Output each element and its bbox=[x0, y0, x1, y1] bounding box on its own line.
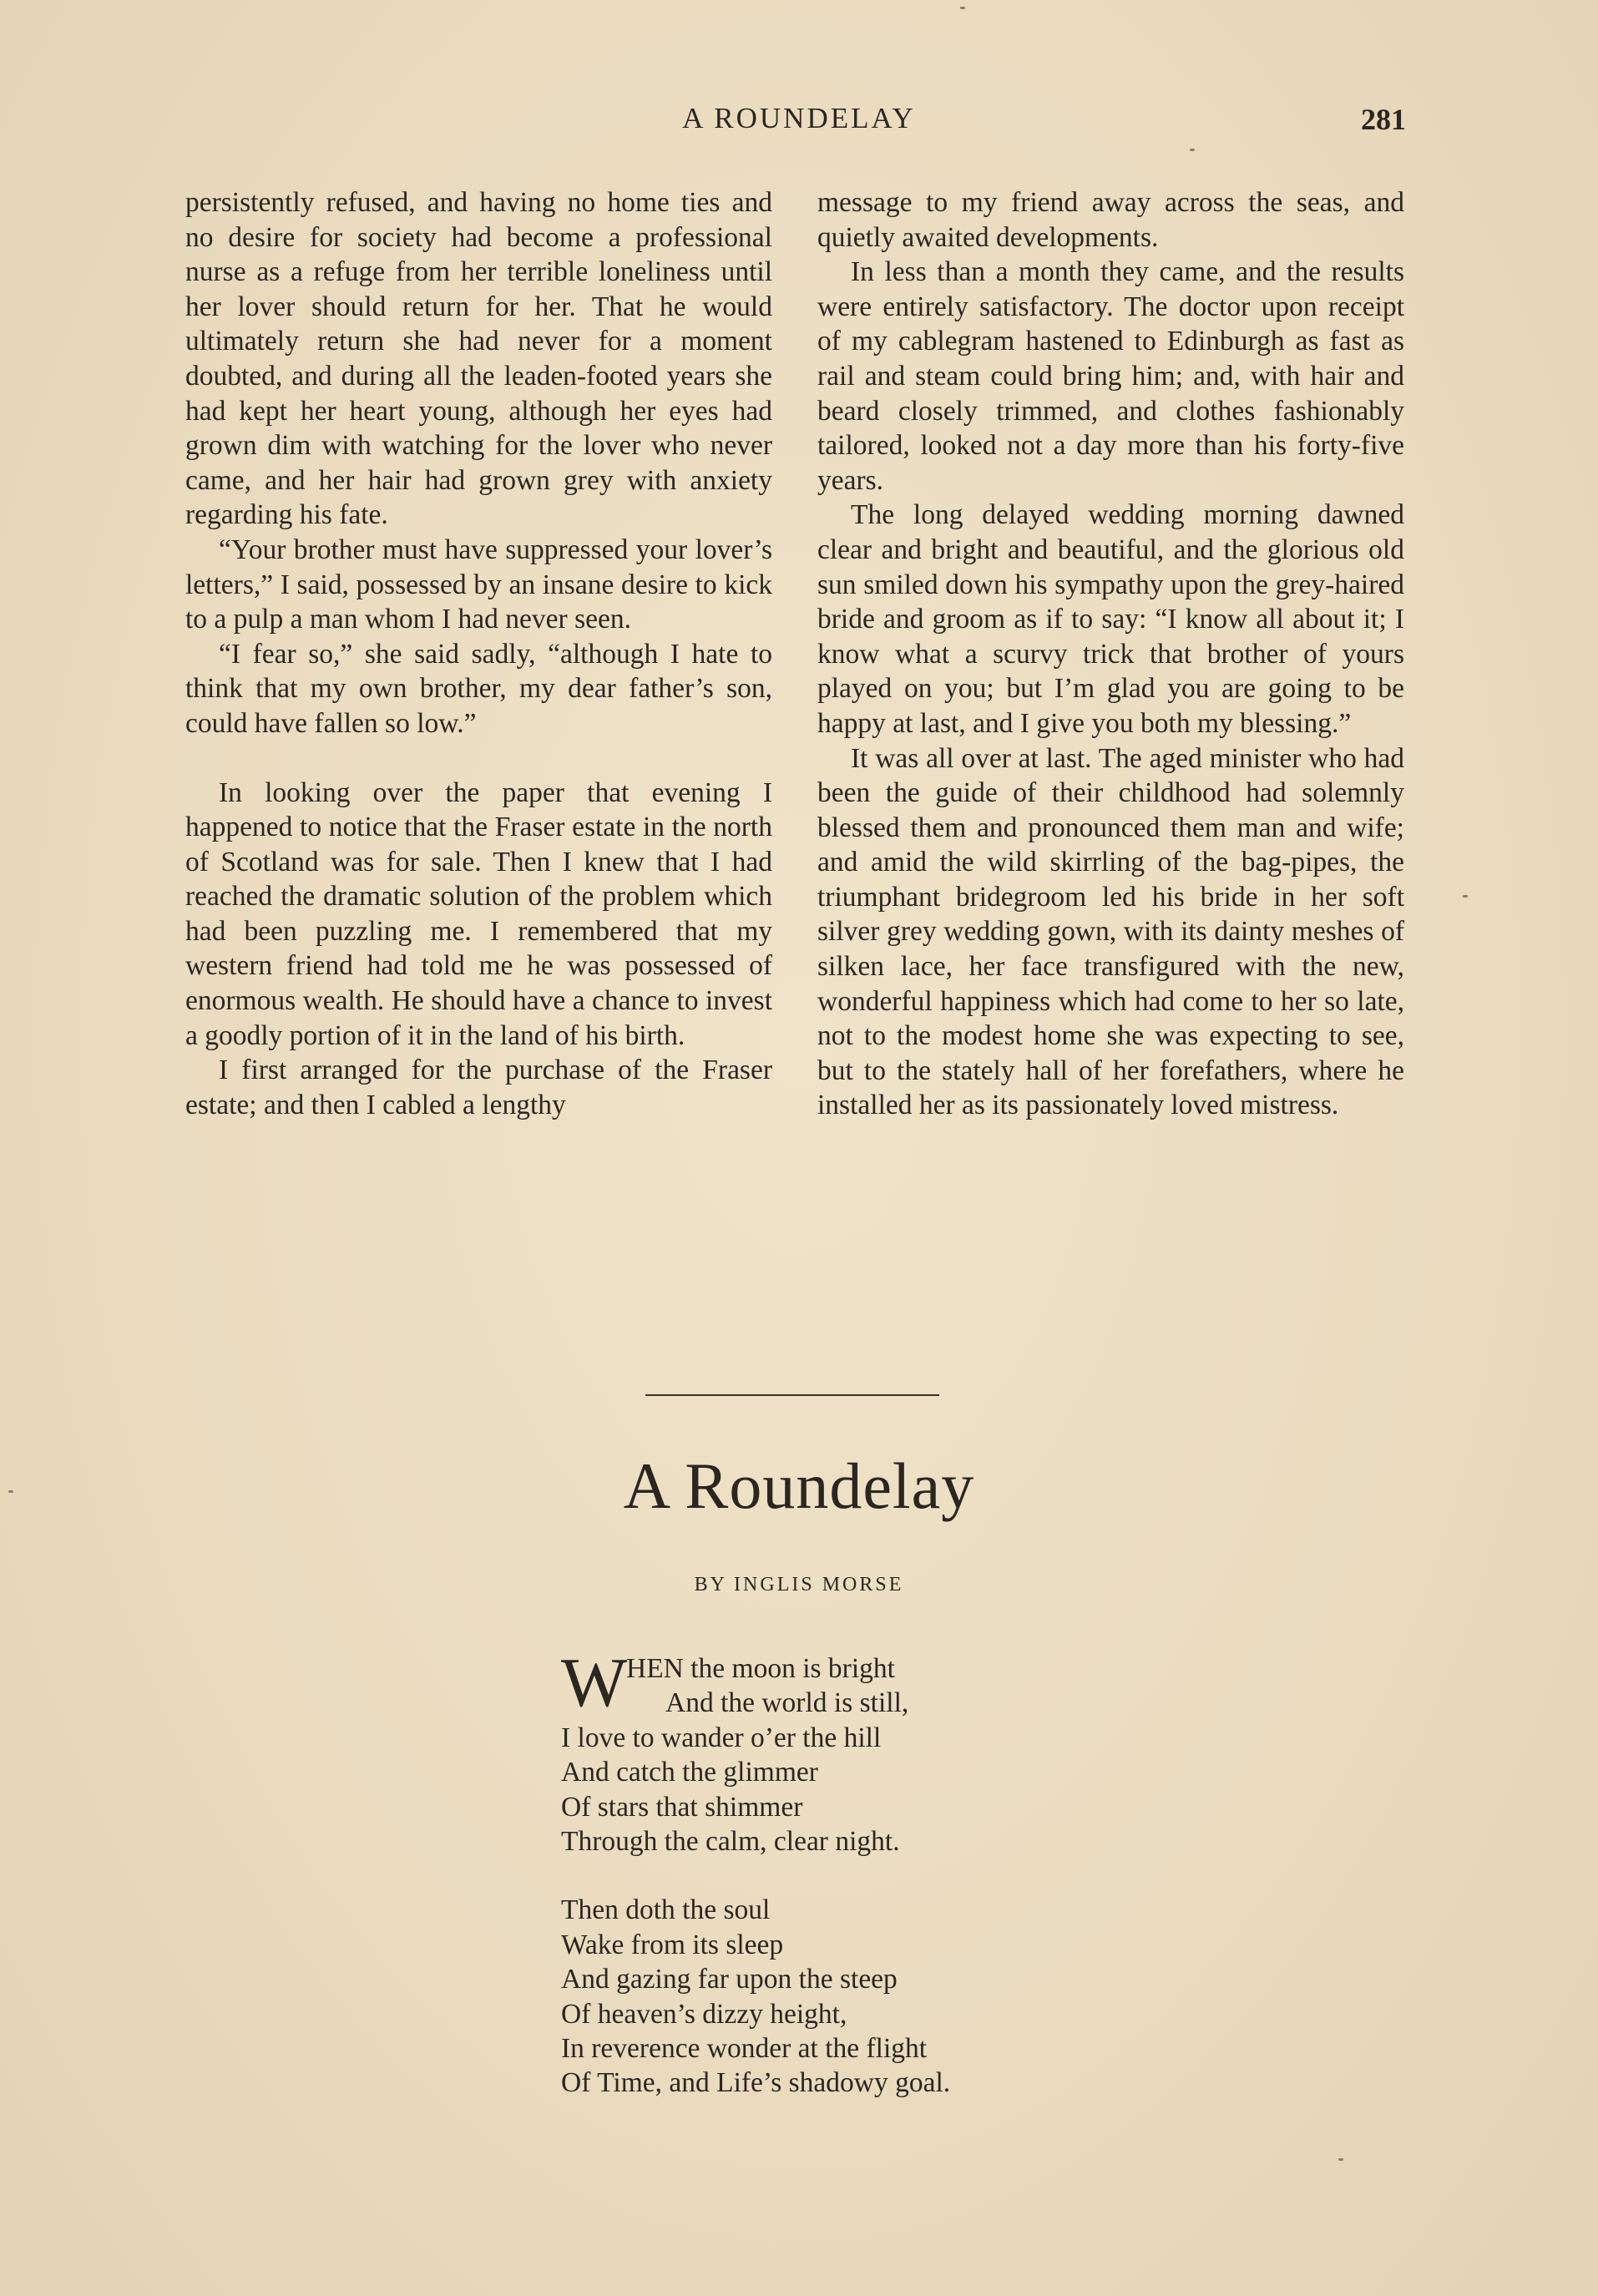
poem-line: Through the calm, clear night. bbox=[561, 1826, 900, 1858]
paper-speck bbox=[1338, 2158, 1343, 2161]
poem-line: In reverence wonder at the flight bbox=[561, 2033, 928, 2065]
paragraph: In less than a month they came, and the results were entirely satisfactory. The doctor upon receipt of my cablegram hastened to Edinburgh as fast as rail and steam could bring him; and, with hair and beard closely trimmed, and clothes fashionably tailored, looked not a day more than his forty-five years. bbox=[817, 256, 1404, 496]
right-column bbox=[817, 185, 1404, 1123]
paragraph: In looking over the paper that evening I happened to notice that the Fraser estate in the north of Scotland was for sale. Then I knew that I had reached the dramatic solution of the problem which had been puzzling me. I remembered that my western friend had told me he was possessed of enormous wealth. He should have a chance to invest a goodly portion of it in the land of his birth. bbox=[185, 776, 772, 1051]
drop-cap: W bbox=[561, 1644, 628, 1722]
poem-byline: BY INGLIS MORSE bbox=[694, 1574, 904, 1596]
poem-body bbox=[561, 1644, 1145, 2135]
paragraph: I first arranged for the purchase of the Fraser estate; and then I cabled a lengthy bbox=[185, 1054, 772, 1120]
paper-speck bbox=[1463, 895, 1468, 898]
running-title: A ROUNDELAY bbox=[682, 102, 916, 134]
paragraph: message to my friend away across the seas, and quietly awaited developments. bbox=[817, 187, 1404, 253]
poem-line: Of stars that shimmer bbox=[561, 1791, 803, 1823]
paragraph: “Your brother must have suppressed your lover’s letters,” I said, possessed by an insane desire to kick to a pulp a man whom I had never seen. bbox=[185, 534, 772, 635]
paragraph: “I fear so,” she said sadly, “although I hate to think that my own brother, my dear father’s son, could have fallen so low.” bbox=[185, 638, 772, 739]
running-head bbox=[0, 102, 1598, 144]
paper-speck bbox=[960, 7, 965, 9]
paper-speck bbox=[8, 1490, 13, 1493]
stanza bbox=[561, 1644, 1145, 1859]
poem-title: A Roundelay bbox=[623, 1449, 975, 1522]
story-columns bbox=[185, 185, 1404, 1338]
poem-line: Of heaven’s dizzy height, bbox=[561, 1998, 847, 2030]
left-column bbox=[185, 185, 772, 1122]
paragraph: It was all over at last. The aged minister who had been the guide of their childhood had solemnly blessed them and pronounced them man and wife; and amid the wild skirrling of the bag-pipes, the triumphant bridegroom led his bride in her soft silver grey wedding gown, with its dainty meshes of silken lace, her face transfigured with the new, wonderful happiness which had come to her so late, not to the modest home she was expecting to see, but to the stately hall of her forefathers, where he installed her as its passionately loved mistress. bbox=[817, 742, 1404, 1121]
page-number: 281 bbox=[1361, 103, 1406, 136]
poem-line: I love to wander o’er the hill bbox=[561, 1722, 882, 1753]
section-divider bbox=[645, 1394, 939, 1396]
paragraph: persistently refused, and having no home ties and no desire for society had become a professional nurse as a refuge from her terrible loneliness until her lover should return for her. That he would ultimately return she had never for a moment doubted, and during all the leaden-footed years she had kept her heart young, although her eyes had grown dim with watching for the lover who never came, and her hair had grown grey with anxiety regarding his fate. bbox=[185, 187, 772, 531]
poem-line-text: HEN the moon is bright bbox=[626, 1653, 895, 1684]
paragraph: The long delayed wedding morning dawned clear and bright and beautiful, and the glorious old sun smiled down his sympathy upon the grey-haired bride and groom as if to say: “I know all about it; I know what a scurvy trick that brother of yours played on you; but I’m glad you are going to be happy at last, and I give you both my blessing.” bbox=[817, 499, 1404, 739]
stanza bbox=[561, 1893, 1145, 2100]
poem-line: And gazing far upon the steep bbox=[561, 1964, 898, 1995]
poem-line: Wake from its sleep bbox=[561, 1929, 784, 1960]
paper-speck bbox=[1190, 149, 1195, 151]
poem-line: And the world is still, bbox=[665, 1687, 909, 1719]
poem-line: Then doth the soul bbox=[561, 1894, 771, 1926]
poem-line: Of Time, and Life’s shadowy goal. bbox=[561, 2067, 951, 2099]
poem-line: And catch the glimmer bbox=[561, 1757, 818, 1788]
